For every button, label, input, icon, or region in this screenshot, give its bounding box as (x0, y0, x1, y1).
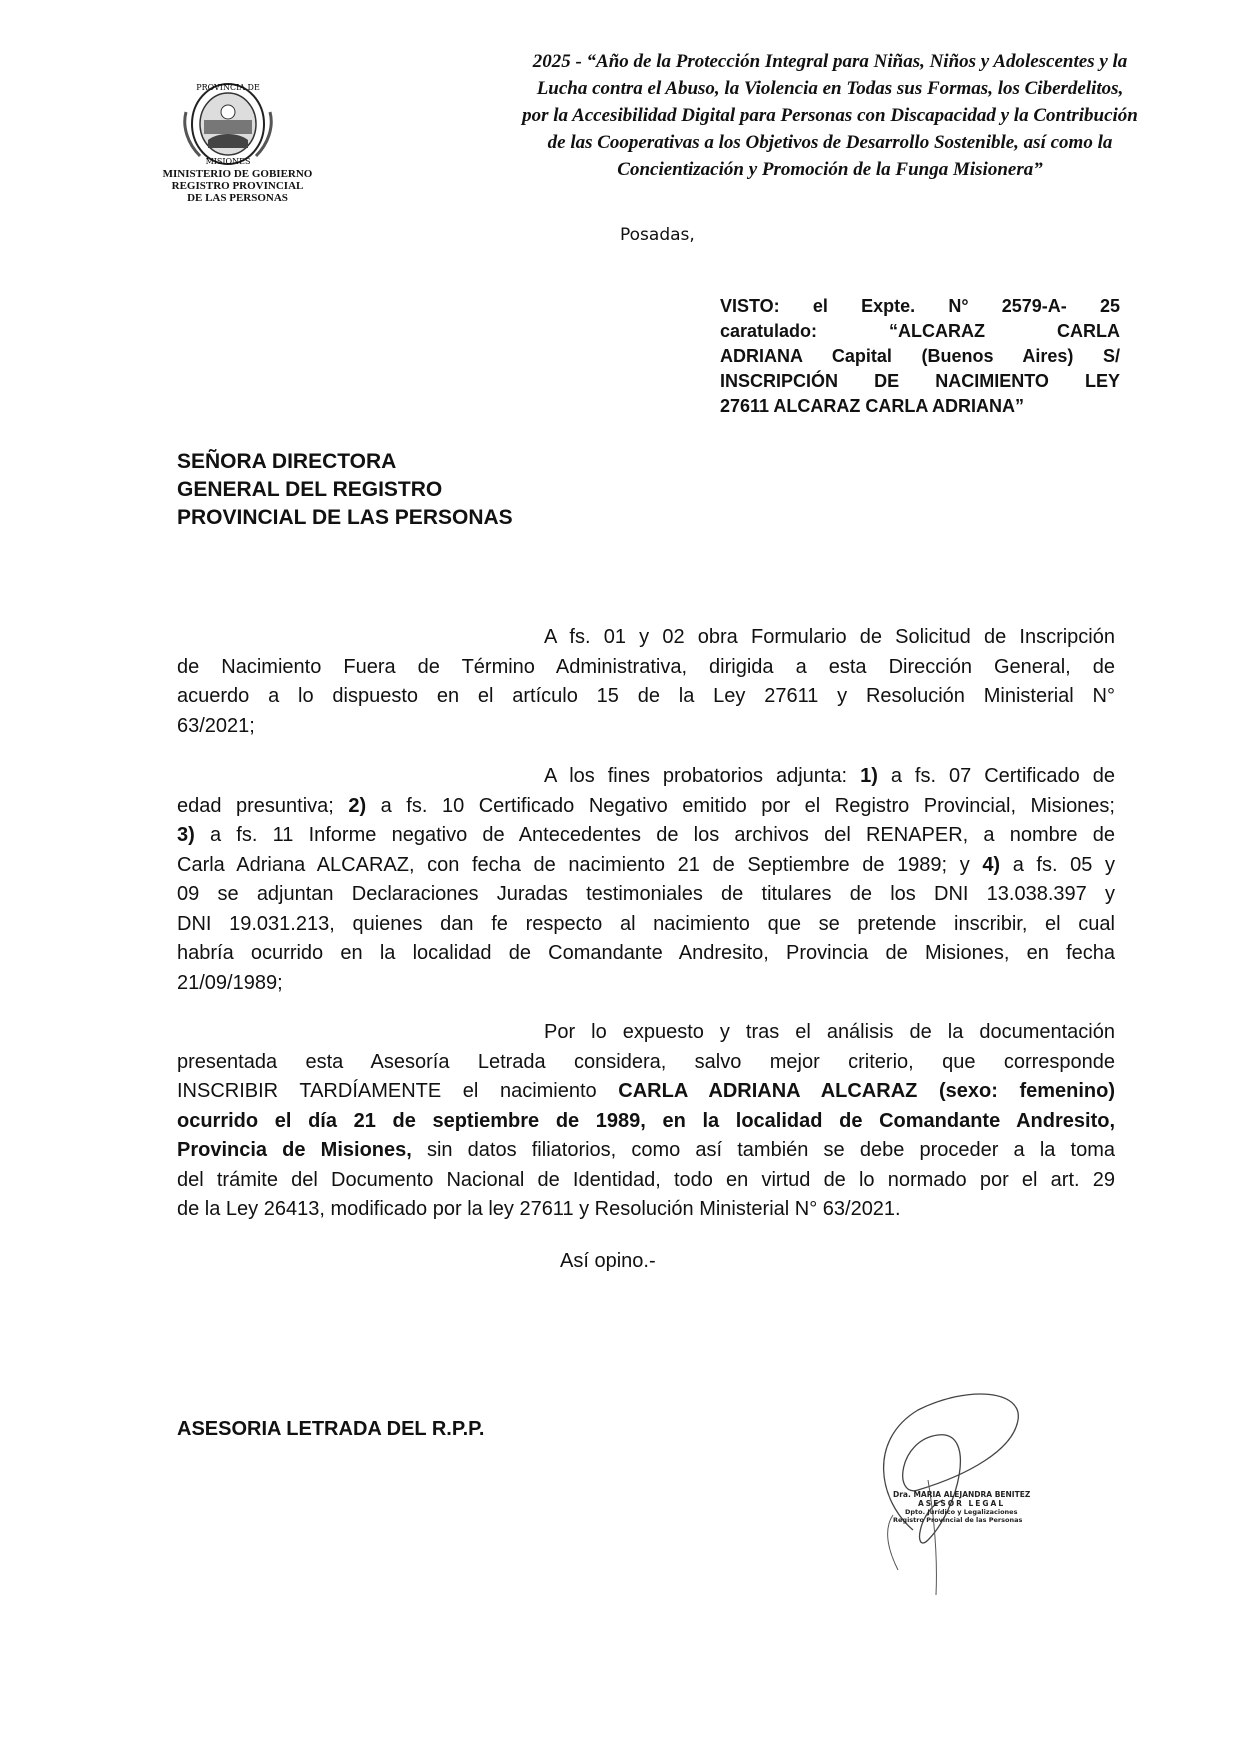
stamp-name: Dra. MARIA ALEJANDRA BENITEZ (893, 1490, 1031, 1499)
paragraph-2 (177, 762, 1115, 998)
text-run: a fs. 10 Certificado Negativo emitido por el Registro Provincial, Misiones; (366, 794, 1115, 817)
paragraph-line: 63/2021; (177, 714, 255, 737)
text-run: Carla Adriana ALCARAZ, con fecha de nacimiento 21 de Septiembre de 1989; y (177, 853, 983, 876)
motto-line: Concientización y Promoción de la Funga Misionera” (617, 159, 1043, 180)
closing-text: Así opino.- (560, 1250, 656, 1272)
item-number: 3) (177, 824, 195, 846)
addressee-line: GENERAL DEL REGISTRO (177, 478, 443, 501)
text-run: a fs. 05 y (1000, 853, 1115, 876)
motto-line: 2025 - “Año de la Protección Integral para Niñas, Niños y Adolescentes y la (532, 51, 1128, 72)
paragraph-line (177, 762, 1115, 792)
ministry-line: MINISTERIO DE GOBIERNO (162, 168, 313, 180)
text-run: sin datos filiatorios, como así también se debe proceder a la toma (411, 1139, 1115, 1161)
bold-name: CARLA ADRIANA ALCARAZ (sexo: femenino) (618, 1080, 1115, 1102)
motto-line: por la Accesibilidad Digital para Personas con Discapacidad y la Contribución (522, 105, 1138, 126)
registry-line: REGISTRO PROVINCIAL (171, 180, 304, 192)
visto-block (720, 294, 1120, 419)
visto-line: ADRIANA Capital (Buenos Aires) S/ (720, 346, 1120, 366)
paragraph-line: acuerdo a lo dispuesto en el artículo 15 de la Ley 27611 y Resolución Ministerial N° (177, 685, 1115, 707)
paragraph-line: 21/09/1989; (177, 971, 283, 994)
paragraph-line: 09 se adjuntan Declaraciones Juradas testimoniales de titulares de los DNI 13.038.397 y (177, 883, 1115, 905)
item-number: 4) (982, 853, 1001, 876)
bold-text: Provincia de Misiones, (177, 1139, 412, 1161)
text-run: a fs. 11 Informe negativo de Antecedentes de los archivos del RENAPER, a nombre de (194, 824, 1115, 846)
paragraph-line: DNI 19.031.213, quienes dan fe respecto al nacimiento que se pretende inscribir, el cual (177, 912, 1115, 935)
province-seal-logo (178, 72, 278, 172)
item-number: 2) (348, 794, 367, 817)
motto-line: de las Cooperativas a los Objetivos de Desarrollo Sostenible, así como la (547, 132, 1113, 153)
persons-line: DE LAS PERSONAS (187, 192, 288, 204)
paragraph-line (177, 792, 1115, 822)
visto-line: caratulado: “ALCARAZ CARLA (720, 321, 1120, 341)
paragraph-line (177, 1136, 1115, 1166)
bold-text: ocurrido el día 21 de septiembre de 1989, en la localidad de Comandante Andresito, (177, 1109, 1115, 1132)
text-run: a fs. 07 Certificado de (877, 765, 1115, 787)
paragraph-line: Por lo expuesto y tras el análisis de la documentación (544, 1021, 1115, 1043)
paragraph-line (177, 1107, 1115, 1137)
paragraph-line: habría ocurrido en la localidad de Comandante Andresito, Provincia de Misiones, en fecha (177, 942, 1115, 964)
text-run: edad presuntiva; (177, 794, 349, 817)
paragraph-line: presentada esta Asesoría Letrada considera, salvo mejor criterio, que corresponde (177, 1050, 1115, 1073)
addressee-line: SEÑORA DIRECTORA (177, 450, 397, 473)
signoff: ASESORIA LETRADA DEL R.P.P. (177, 1418, 485, 1440)
text-run: INSCRIBIR TARDÍAMENTE el nacimiento (177, 1080, 619, 1102)
paragraph-line: de Nacimiento Fuera de Término Administrativa, dirigida a esta Dirección General, de (177, 655, 1115, 678)
motto-line: Lucha contra el Abuso, la Violencia en Todas sus Formas, los Ciberdelitos, (536, 78, 1124, 99)
seal-text-top: PROVINCIA DE (196, 83, 260, 92)
stamp-registry: Registro Provincial de las Personas (893, 1516, 1023, 1524)
visto-line: 27611 ALCARAZ CARLA ADRIANA” (720, 396, 1025, 416)
text-run: A los fines probatorios adjunta: (544, 765, 861, 787)
visto-line: VISTO: el Expte. N° 2579-A- 25 (720, 296, 1120, 316)
paragraph-1 (177, 623, 1115, 741)
paragraph-3 (177, 1018, 1115, 1225)
paragraph-line: del trámite del Documento Nacional de Identidad, todo en virtud de lo normado por el art. 29 (177, 1168, 1115, 1191)
stamp-title: ASESOR LEGAL (918, 1499, 1006, 1508)
paragraph-line: de la Ley 26413, modificado por la ley 27611 y Resolución Ministerial N° 63/2021. (177, 1198, 901, 1220)
paragraph-line (177, 1077, 1115, 1107)
paragraph-line (177, 851, 1115, 881)
city-date: Posadas, (620, 225, 695, 245)
stamp-dept: Dpto. Jurídico y Legalizaciones (905, 1508, 1018, 1516)
paragraph-line: A fs. 01 y 02 obra Formulario de Solicitud de Inscripción (544, 626, 1115, 648)
visto-line: INSCRIPCIÓN DE NACIMIENTO LEY (720, 371, 1120, 391)
seal-text-bottom: MISIONES (205, 157, 251, 166)
addressee-line: PROVINCIAL DE LAS PERSONAS (177, 506, 513, 529)
paragraph-line (177, 821, 1115, 851)
item-number: 1) (860, 765, 878, 787)
